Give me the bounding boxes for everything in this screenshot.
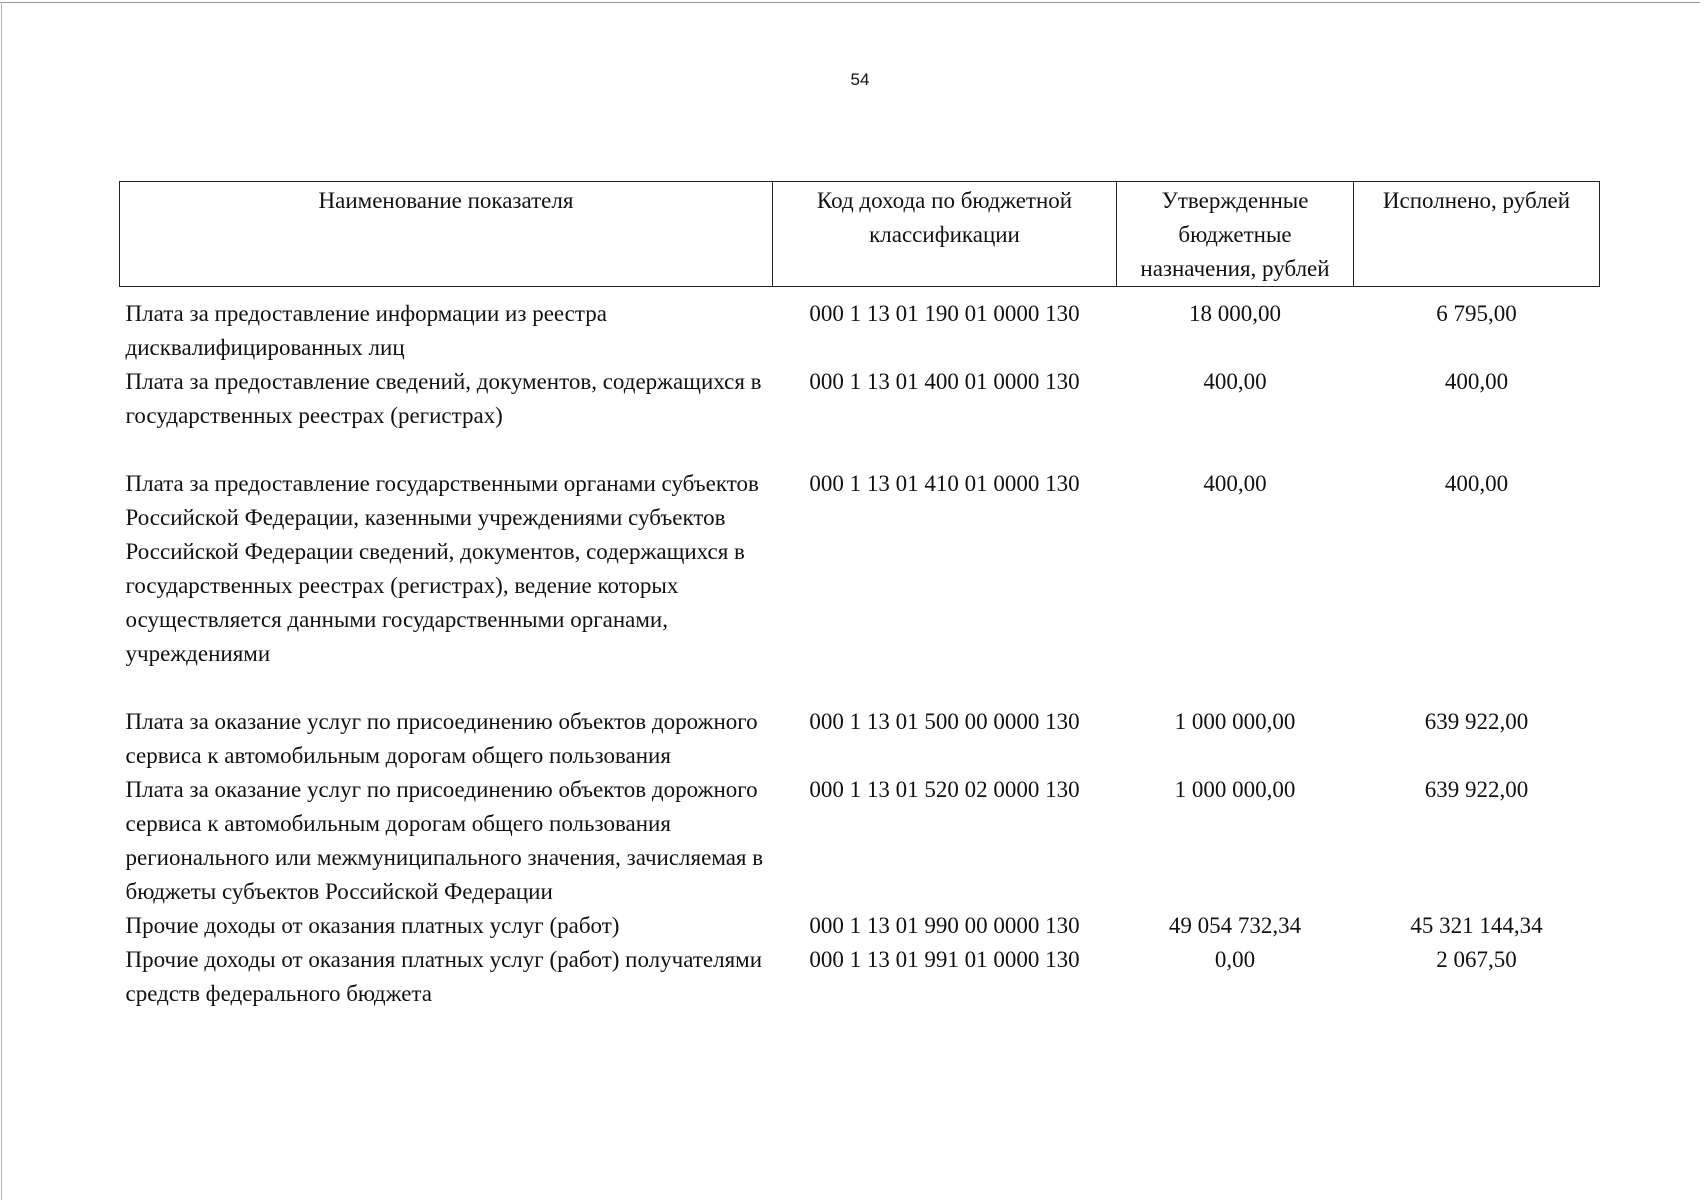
cell-revenue-code: 000 1 13 01 190 01 0000 130 — [809, 301, 1080, 326]
cell-revenue-code: 000 1 13 01 500 00 0000 130 — [809, 709, 1080, 734]
revenue-table — [119, 181, 1600, 1011]
cell-revenue-code: 000 1 13 01 400 01 0000 130 — [809, 369, 1080, 394]
cell-revenue-code: 000 1 13 01 520 02 0000 130 — [809, 777, 1080, 802]
cell-executed-amount: 400,00 — [1444, 471, 1509, 496]
cell-executed-amount: 2 067,50 — [1436, 947, 1517, 972]
table-row — [120, 287, 1600, 366]
table-row — [120, 943, 1600, 1011]
table-header-row — [120, 182, 1600, 287]
cell-approved-amount: 18 000,00 — [1189, 301, 1281, 326]
cell-revenue-code: 000 1 13 01 990 00 0000 130 — [809, 913, 1080, 938]
header-revenue-code: Код дохода по бюджетной классификации — [773, 182, 1117, 287]
scan-edge-left — [1, 2, 2, 1200]
cell-approved-amount: 1 000 000,00 — [1174, 709, 1296, 734]
cell-indicator-name: Прочие доходы от оказания платных услуг (работ) — [125, 913, 620, 938]
header-indicator-name: Наименование показателя — [120, 182, 773, 287]
table-row — [120, 705, 1600, 773]
header-executed-amount: Исполнено, рублей — [1354, 182, 1600, 287]
cell-indicator-name: Прочие доходы от оказания платных услуг (работ) получателями средств федерального бюджета — [125, 947, 763, 1006]
cell-indicator-name: Плата за оказание услуг по присоединению объектов дорожного сервиса к автомобильным дорогам общего пользования — [125, 709, 758, 768]
table-row — [120, 773, 1600, 909]
page-number: 54 — [850, 70, 870, 89]
cell-executed-amount: 639 922,00 — [1424, 709, 1529, 734]
cell-revenue-code: 000 1 13 01 991 01 0000 130 — [809, 947, 1080, 972]
cell-executed-amount: 6 795,00 — [1436, 301, 1517, 326]
cell-approved-amount: 0,00 — [1214, 947, 1256, 972]
table-row — [120, 909, 1600, 943]
cell-indicator-name: Плата за оказание услуг по присоединению объектов дорожного сервиса к автомобильным дорогам общего пользования регионального или межмуниципального значения, зачисляемая в бюджеты субъектов Российской Федерации — [125, 777, 764, 904]
cell-executed-amount: 400,00 — [1444, 369, 1509, 394]
cell-approved-amount: 1 000 000,00 — [1174, 777, 1296, 802]
cell-approved-amount: 400,00 — [1203, 369, 1267, 394]
table-row — [120, 467, 1600, 705]
cell-indicator-name: Плата за предоставление сведений, документов, содержащихся в государственных реестрах (регистрах) — [125, 369, 762, 428]
table-row — [120, 365, 1600, 467]
cell-revenue-code: 000 1 13 01 410 01 0000 130 — [809, 471, 1080, 496]
cell-indicator-name: Плата за предоставление государственными органами субъектов Российской Федерации, казенными учреждениями субъектов Российской Федерации сведений, документов, содержащихся в государственных реестрах (регистрах), ведение которых осуществляется данными государственными органами, учреждениями — [125, 471, 759, 666]
cell-approved-amount: 49 054 732,34 — [1168, 913, 1302, 938]
cell-approved-amount: 400,00 — [1203, 471, 1267, 496]
scan-edge-top — [0, 2, 1700, 3]
cell-indicator-name: Плата за предоставление информации из реестра дисквалифицированных лиц — [125, 301, 607, 360]
cell-executed-amount: 45 321 144,34 — [1410, 913, 1543, 938]
header-approved-amount: Утвержденные бюджетные назначения, рублей — [1117, 182, 1354, 287]
cell-executed-amount: 639 922,00 — [1424, 777, 1529, 802]
